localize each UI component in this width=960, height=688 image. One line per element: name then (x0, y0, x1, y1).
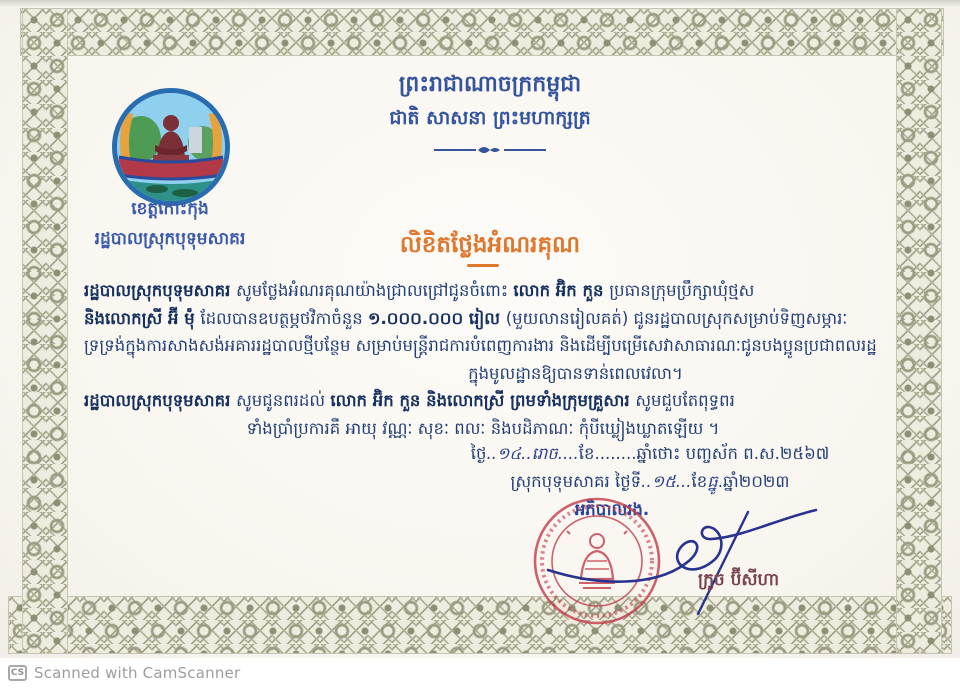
kingdom-heading: ព្រះរាជាណាចក្រកម្ពុជា (398, 72, 582, 97)
certificate-body (84, 277, 882, 443)
date-dots: ........ (594, 444, 637, 463)
date-text: ថ្ងៃ (470, 444, 487, 463)
body-text-segment: សូមជួបតែពុទ្ធពរ (635, 391, 735, 411)
body-text-segment: រដ្ឋបាលស្រុកបុទុមសាគរ (84, 281, 237, 300)
date-text: ស្រុកបុទុមសាគរ ថ្ងៃទី (510, 472, 642, 491)
ornate-border-top (20, 8, 944, 56)
handwritten-month: ធ្នូ (707, 472, 718, 491)
signer-name: ក្រូច ប៊ីសីហា (698, 570, 780, 590)
body-line-1 (84, 277, 882, 305)
body-text-segment: រដ្ឋបាលស្រុកបុទុមសាគរ (84, 391, 237, 411)
scan-edge-shadow (0, 0, 960, 7)
body-text-segment: ប្រធានក្រុមប្រឹក្សាឃុំថ្មស (609, 281, 755, 300)
watermark-text: Scanned with CamScanner (34, 664, 241, 682)
body-line-4 (84, 360, 882, 388)
date-text: ខែ (578, 444, 595, 463)
body-line-6 (84, 415, 882, 443)
district-administration-label: រដ្ឋបាលស្រុកបុទុមសាគរ (94, 229, 246, 249)
civil-year: .ឆ្នាំ២០២៣ (717, 472, 790, 491)
cs-badge-icon: CS (8, 665, 27, 681)
donor-spouse-name: និងលោកស្រី អ៊ី ម៉ុំ (84, 308, 201, 328)
body-line-2 (84, 305, 882, 333)
divider-ornament-icon (432, 142, 548, 156)
ornate-border-right (896, 8, 942, 654)
lunar-date-line (430, 440, 870, 468)
body-text-segment: សូមជូនពរដល់ (236, 391, 331, 411)
date-text: ខែ (691, 472, 708, 491)
body-text-segment: ដែលបានឧបត្ថម្ភថវិកាចំនួន (200, 308, 369, 328)
body-line-3 (84, 332, 882, 360)
signature-icon (540, 500, 825, 618)
province-label: ខេត្តកោះកុង (131, 199, 209, 219)
handwritten-day: ..១៤..រោច.... (486, 444, 579, 463)
body-text-segment: ទាំងប្រាំប្រការគឺ អាយុ វណ្ណៈ សុខៈ ពលៈ និងបដិភាណៈ កុំបីឃ្លៀងឃ្លាតឡើយ ។ (246, 418, 720, 438)
body-text-segment: ទ្រទ្រង់ក្នុងការសាងសង់អគាររដ្ឋបាលថ្មីបន្ថែម សម្រាប់មន្ត្រីរាជការបំពេញការងារ និងដើម្បីបម្រើសេវាសាធារណៈជូនបងប្អូនប្រជាពលរដ្ឋ (84, 336, 877, 356)
donor-family-reference: លោក អ៊ិក កួន និងលោកស្រី ព្រមទាំងក្រុមគ្រួសារ (330, 391, 636, 411)
ornate-border-left (22, 8, 68, 654)
body-text-segment: សូមថ្លែងអំណរគុណយ៉ាងជ្រាលជ្រៅជូនចំពោះ (236, 281, 514, 300)
district-emblem-logo (112, 88, 230, 206)
title-underline (467, 264, 499, 267)
body-text-segment: (មួយលានរៀលគត់) ជូនរដ្ឋបាលស្រុកសម្រាប់ទិញសម្ភារៈ (505, 308, 848, 328)
donor-name: លោក អ៊ិក កួន (513, 281, 610, 300)
handwritten-day: ..១៥... (641, 472, 692, 491)
donation-amount: ១.០០០.០០០ រៀល (368, 308, 506, 328)
camscanner-watermark (0, 658, 960, 688)
buddhist-era-year: ឆ្នាំថោះ បញ្ចស័ក ព.ស.២៥៦៧ (636, 444, 830, 463)
national-motto: ជាតិ សាសនា ព្រះមហាក្សត្រ (389, 107, 591, 129)
certificate-title: លិខិតថ្លែងអំណរគុណ (399, 232, 581, 258)
signer-position-title: អភិបាលរង. (574, 500, 650, 519)
body-line-5 (84, 387, 882, 415)
body-text-segment: ក្នុងមូលដ្ឋានឱ្យបានទាន់ពេលវេលា។ (468, 363, 683, 383)
